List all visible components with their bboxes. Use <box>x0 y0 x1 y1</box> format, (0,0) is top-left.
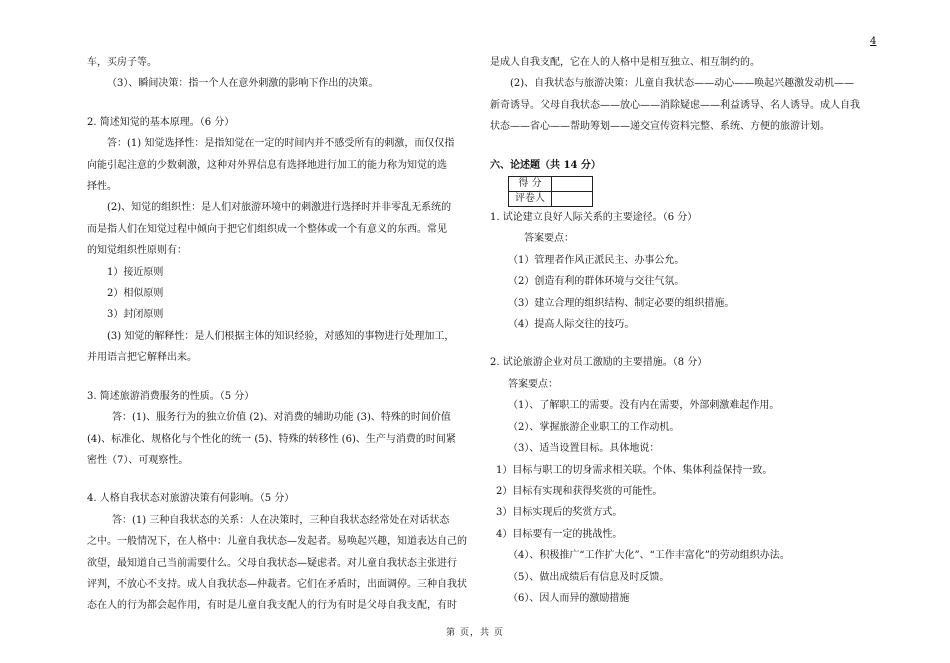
text-line: (2)、知觉的组织性：是人们对旅游环境中的刺激进行选择时并非零乱无系统的 <box>107 202 452 214</box>
text-line: 态在人的行为都会起作用，有时是儿童自我支配人的行为有时是父母自我支配，有时 <box>87 600 457 612</box>
answer-label: 答案要点： <box>524 233 574 245</box>
list-item: 2）目标有实现和获得奖赏的可能性。 <box>496 485 663 497</box>
page-footer: 第 页，共 页 <box>446 628 504 638</box>
list-item: 3）封闭原则 <box>107 309 164 321</box>
list-item: （4）提高人际交往的技巧。 <box>508 319 635 331</box>
grader-cell <box>552 192 593 207</box>
score-label: 得 分 <box>509 177 552 192</box>
score-table <box>508 176 593 207</box>
text-line: 欲望，最知道自己当前需要什么。父母自我状态—疑虑者。对儿童自我状态主张进行 <box>87 557 457 569</box>
list-item: （1）管理者作风正派民主、办事公允。 <box>508 254 685 266</box>
list-item: （1）、了解职工的需要。没有内在需要，外部刺激难起作用。 <box>508 400 780 412</box>
text-line: 答：(1)、服务行为的独立价值 (2)、对消费的辅助功能 (3)、特殊的时间价值 <box>112 412 451 424</box>
left-column <box>87 52 482 617</box>
list-item: （2）创造有利的群体环境与交往气氛。 <box>508 276 685 288</box>
text-line: 择性。 <box>87 181 117 193</box>
grader-label: 评卷人 <box>509 192 552 207</box>
text-line: 答：(1) 三种自我状态的关系：人在决策时，三种自我状态经常处在对话状态 <box>112 514 450 526</box>
list-item: （2）、掌握旅游企业职工的工作动机。 <box>508 421 680 433</box>
list-item: （6）、因人而异的激励措施 <box>508 592 630 604</box>
list-item: （5）、做出成绩后有信息及时反馈。 <box>508 571 670 583</box>
right-column <box>490 52 885 609</box>
text-line: 答：(1) 知觉选择性：是指知觉在一定的时间内并不感受所有的刺激，而仅仅指 <box>107 138 455 150</box>
question-heading: 2. 简述知觉的基本原理。（6 分） <box>87 116 235 128</box>
text-line: 向能引起注意的少数刺激，这种对外界信息有选择地进行加工的能力称为知觉的选 <box>87 159 447 171</box>
list-item: （3）建立合理的组织结构、制定必要的组织措施。 <box>508 297 735 309</box>
text-line: 而是指人们在知觉过程中倾向于把它们组织成一个整体或一个有意义的东西。常见 <box>87 223 447 235</box>
list-item: 4）目标要有一定的挑战性。 <box>496 528 623 540</box>
text-line: (3) 知觉的解释性：是人们根据主体的知识经验，对感知的事物进行处理加工， <box>107 330 455 342</box>
text-line: 密性（7）、可观察性。 <box>87 454 189 466</box>
list-item: 3）目标实现后的奖赏方式。 <box>496 507 623 519</box>
text-line: 状态——省心——帮助筹划——递交宣传资料完整、系统、方便的旅游计划。 <box>490 121 830 133</box>
text-line: 的知觉组织性原则有： <box>87 245 187 257</box>
page-number: 4 <box>870 36 877 47</box>
list-item: 1）目标与职工的切身需求相关联。个体、集体利益保持一致。 <box>496 464 773 476</box>
text-line: 是成人自我支配，它在人的人格中是相互独立、相互制约的。 <box>490 57 760 68</box>
text-line: 之中。一般情况下，在人格中：儿童自我状态—发起者。易唤起兴趣，知道表达自己的 <box>87 536 467 548</box>
text-line: (2)、自我状态与旅游决策：儿童自我状态——动心——唤起兴趣激发动机—— <box>510 78 855 90</box>
question-heading: 3. 简述旅游消费服务的性质。（5 分） <box>87 390 255 402</box>
text-line: （3）、瞬间决策：指一个人在意外刺激的影响下作出的决策。 <box>107 78 379 90</box>
text-line: (4)、标准化、规格化与个性化的统一 (5)、特殊的转移性 (6)、生产与消费的时间紧 <box>87 433 456 445</box>
list-item: （4）、积极推广“工作扩大化”、“工作丰富化”的劳动组织办法。 <box>508 550 790 562</box>
list-item: 1）接近原则 <box>107 266 164 278</box>
question-heading: 2. 试论旅游企业对员工激励的主要措施。（8 分） <box>490 357 708 369</box>
text-line: 评判，不放心不支持。成人自我状态—仲裁者。它们在矛盾时，出面调停。三种自我状 <box>87 578 467 590</box>
section-title: 六、论述题（共 14 分） <box>490 159 601 171</box>
list-item: 2）相似原则 <box>107 288 164 300</box>
question-heading: 4. 人格自我状态对旅游决策有何影响。（5 分） <box>87 493 295 505</box>
list-item: （3）、适当设置目标。具体地说： <box>508 443 660 455</box>
score-cell <box>552 177 593 192</box>
text-line: 车，买房子等。 <box>87 57 157 68</box>
answer-label: 答案要点： <box>508 378 558 390</box>
text-line: 并用语言把它解释出来。 <box>87 352 197 364</box>
text-line: 新奇诱导。父母自我状态——放心——消除疑虑——利益诱导、名人诱导。成人自我 <box>490 99 860 111</box>
question-heading: 1. 试论建立良好人际关系的主要途径。（6 分） <box>490 212 698 224</box>
